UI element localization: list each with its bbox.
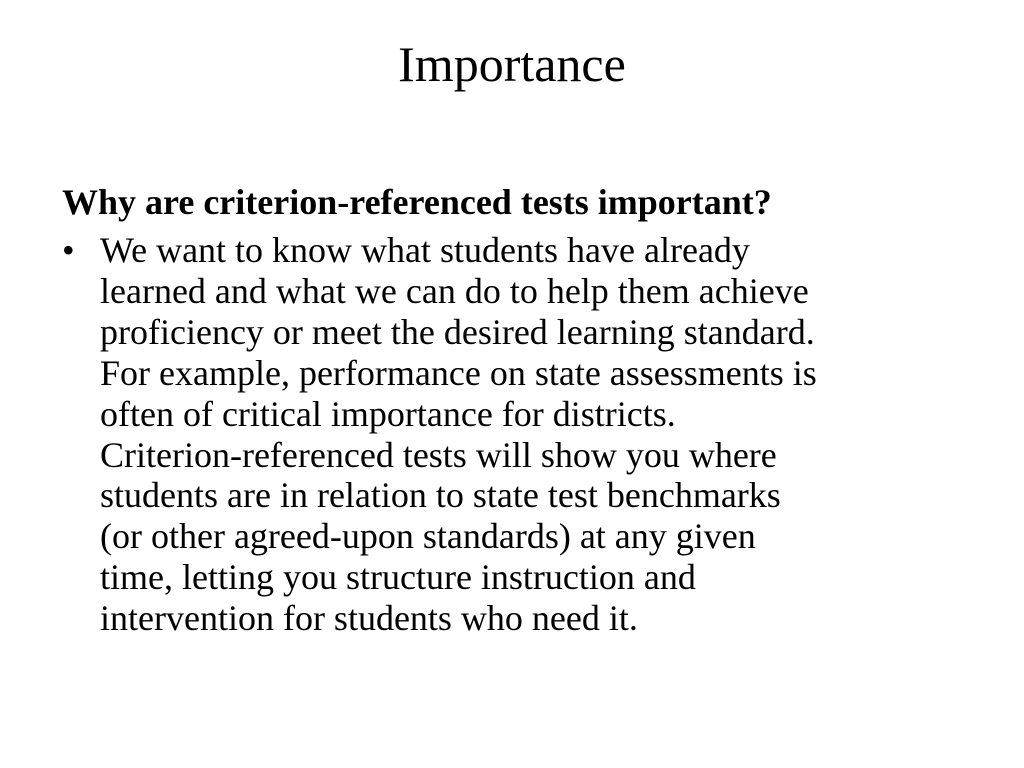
bullet-text-line: proficiency or meet the desired learning standard. [100,311,815,352]
bullet-text-line: time, letting you structure instruction and [100,557,696,598]
bullet-text-line: often of critical importance for districts. [100,393,676,434]
bullet-list [62,230,962,639]
bullet-text-line: intervention for students who need it. [100,598,638,639]
bullet-item [62,230,962,639]
bullet-text-line: We want to know what students have already [100,230,750,270]
slide-title: Importance [398,36,626,92]
bullet-text-line: learned and what we can do to help them achieve [100,270,809,311]
bullet-dot-icon: • [62,230,75,270]
bullet-text-line: For example, performance on state assessments is [100,352,817,393]
question-heading: Why are criterion-referenced tests important? [62,182,772,222]
bullet-text-line: students are in relation to state test benchmarks [100,475,781,516]
bullet-text-line: (or other agreed-upon standards) at any given [100,516,756,557]
bullet-text-line: Criterion-referenced tests will show you where [100,434,777,475]
